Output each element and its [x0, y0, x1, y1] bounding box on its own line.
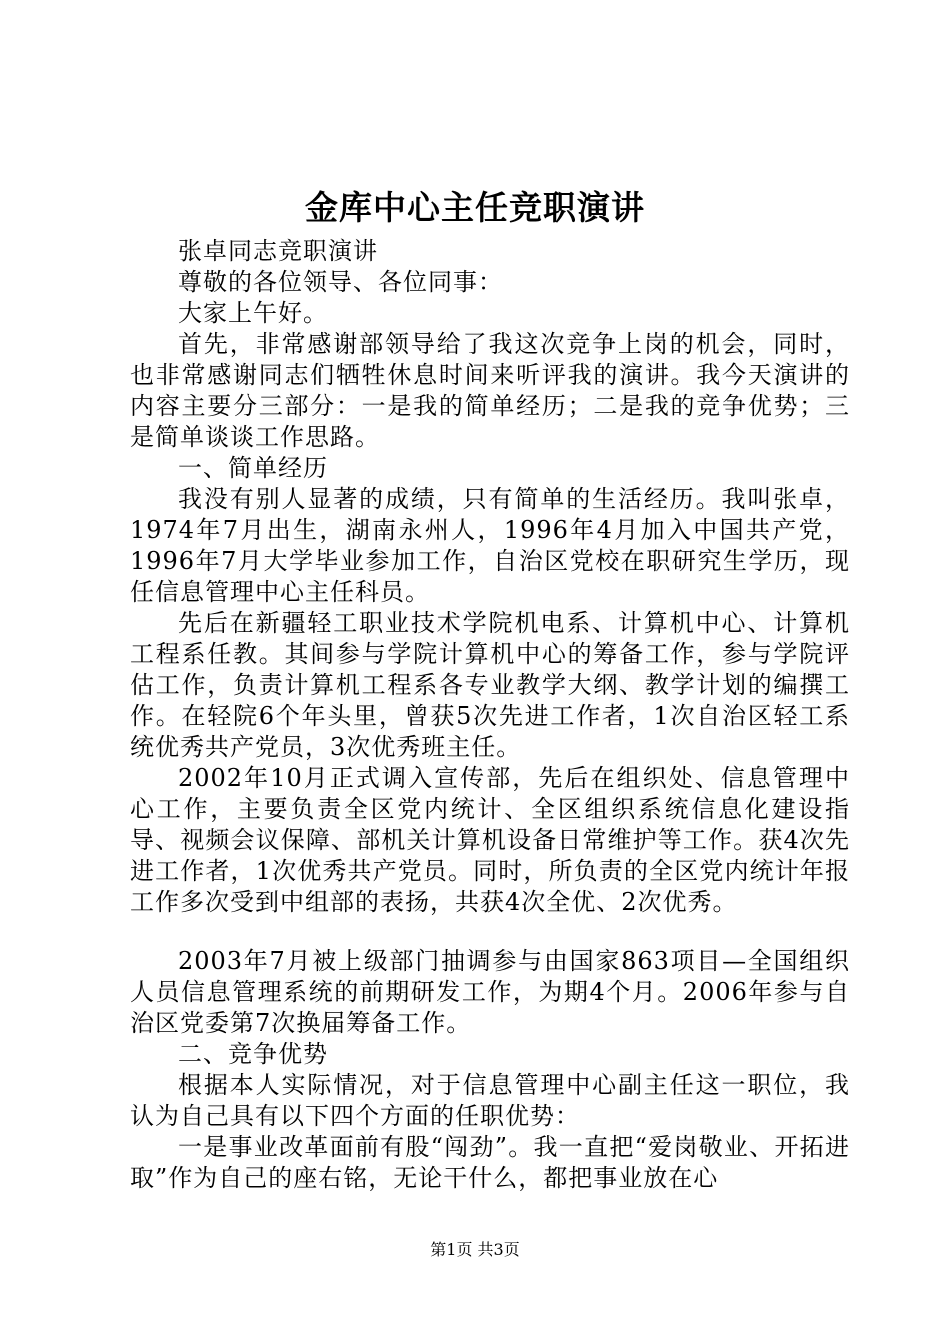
paragraph-salutation: 尊敬的各位领导、各位同事：	[178, 268, 503, 296]
section-heading-advantages: 二、竞争优势	[178, 1040, 328, 1068]
paragraph-project-863: 2003年7月被上级部门抽调参与由国家863项目—全国组织人员信息管理系统的前期研发工作，为期4个月。2006年参与自治区党委第7次换届筹备工作。	[130, 947, 850, 1037]
document-title: 金库中心主任竞职演讲	[305, 188, 645, 227]
document-body	[130, 236, 850, 1194]
section-heading-experience: 一、简单经历	[178, 454, 328, 482]
paragraph-bio: 我没有别人显著的成绩，只有简单的生活经历。我叫张卓，1974年7月出生，湖南永州人，1996年4月加入中国共产党，1996年7月大学毕业参加工作，自治区党校在职研究生学历，现任信息管理中心主任科员。	[130, 485, 850, 606]
paragraph-advantages-intro: 根据本人实际情况，对于信息管理中心副主任这一职位，我认为自己具有以下四个方面的任职优势：	[130, 1071, 850, 1130]
paragraph-intro: 首先，非常感谢部领导给了我这次竞争上岗的机会，同时，也非常感谢同志们牺牲休息时间来听评我的演讲。我今天演讲的内容主要分三部分：一是我的简单经历；二是我的竞争优势；三是简单谈谈工作思路。	[130, 330, 850, 451]
paragraph-propaganda-dept: 2002年10月正式调入宣传部，先后在组织处、信息管理中心工作，主要负责全区党内统计、全区组织系统信息化建设指导、视频会议保障、部机关计算机设备日常维护等工作。获4次先进工作者，1次优秀共产党员。同时，所负责的全区党内统计年报工作多次受到中组部的表扬，共获4次全优、2次优秀。	[130, 764, 850, 916]
page-footer: 第1页 共3页	[430, 1240, 520, 1259]
paragraph-advantage-one: 一是事业改革面前有股“闯劲”。我一直把“爱岗敬业、开拓进取”作为自己的座右铭，无论干什么，都把事业放在心	[130, 1133, 850, 1192]
paragraph-teaching: 先后在新疆轻工职业技术学院机电系、计算机中心、计算机工程系任教。其间参与学院计算机中心的筹备工作，参与学院评估工作，负责计算机工程系各专业教学大纲、教学计划的编撰工作。在轻院6个年头里，曾获5次先进工作者，1次自治区轻工系统优秀共产党员，3次优秀班主任。	[130, 609, 850, 761]
paragraph-subtitle: 张卓同志竞职演讲	[178, 237, 378, 265]
paragraph-greeting: 大家上午好。	[178, 299, 328, 327]
